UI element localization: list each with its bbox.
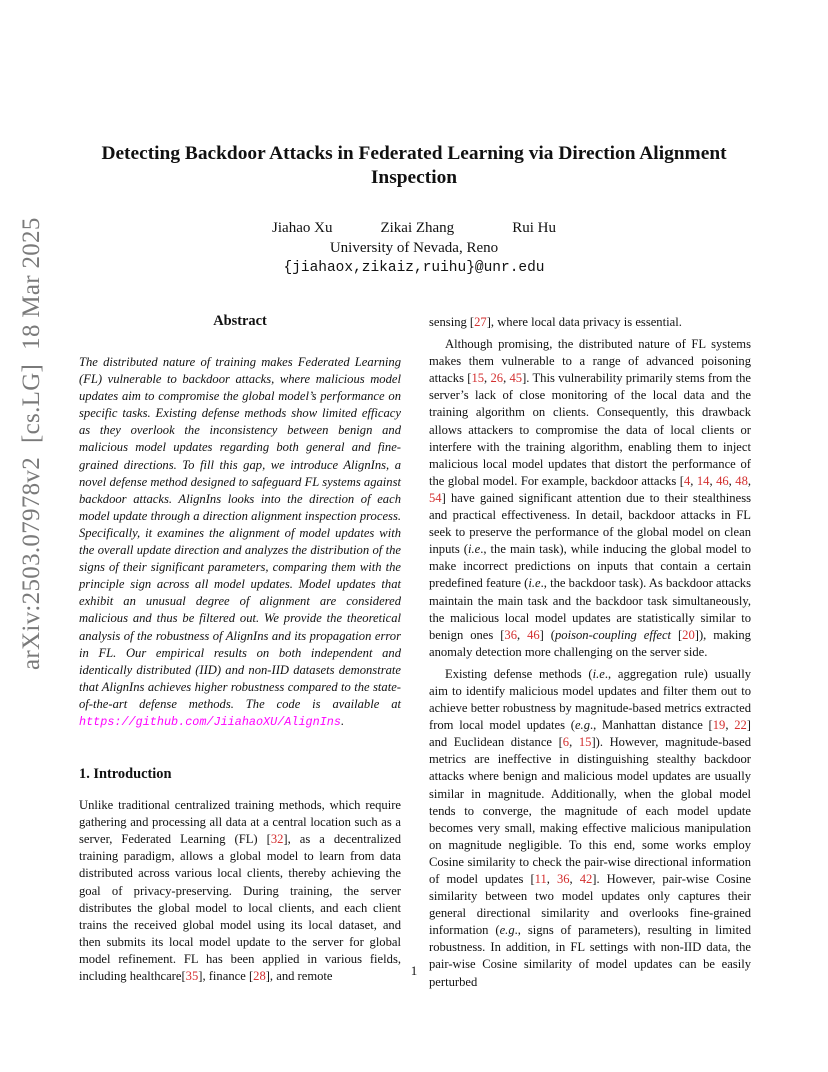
right-column xyxy=(429,314,751,991)
text-run: Unlike traditional centralized training methods, which require gathering and processing all data at a central location such as a server, Federated Learning (FL) [ xyxy=(79,798,401,847)
intro-paragraph-2 xyxy=(429,336,751,661)
text-run: , xyxy=(569,872,580,886)
citation-link[interactable]: 19 xyxy=(712,718,726,733)
text-run: , xyxy=(484,371,491,386)
emphasis-eg: e.g xyxy=(574,718,590,733)
text-run: ], and remote xyxy=(265,969,333,983)
text-run: , xyxy=(747,473,752,488)
code-link[interactable]: https://github.com/JiiahaoXU/AlignIns xyxy=(79,714,341,729)
text-run: ], as a decentralized training paradigm, allows a global model to learn from data distributed across various local clients, thereby achieving the goal of privacy-preserving. During training, the server distributes the global model to local clients, and each client trains the received global model using its local dataset, and then submits its local model update to the server for global model refinement. FL has been applied in various fields, including healthcare[ xyxy=(79,832,401,983)
text-run: [ xyxy=(671,627,683,642)
emphasis-ie: i.e xyxy=(528,576,541,591)
text-run: , xyxy=(690,473,697,488)
author-emails: {jiahaox,zikaiz,ruihu}@unr.edu xyxy=(283,260,545,276)
text-run: , xyxy=(503,371,510,386)
intro-paragraph-1 xyxy=(79,797,401,985)
citation-link[interactable]: 35 xyxy=(185,969,199,983)
citation-link[interactable]: 46 xyxy=(716,473,729,488)
paper-title: Detecting Backdoor Attacks in Federated Learning via Direction Alignment Inspection xyxy=(101,143,727,188)
text-run: ., the main task), while inducing the global model to make incorrect predictions on inputs that contain a certain predefined feature ( xyxy=(429,542,751,591)
citation-link[interactable]: 45 xyxy=(509,371,523,386)
author-1: Jiahao Xu xyxy=(272,220,333,236)
citation-link[interactable]: 26 xyxy=(490,371,504,386)
text-run: ] have gained significant attention due to their stealthiness and practical effectiveness. In detail, backdoor attacks in FL seek to preserve the performance of the global model on clean inputs ( xyxy=(429,490,751,557)
text-run: ], where local data privacy is essential. xyxy=(486,315,682,329)
citation-link[interactable]: 42 xyxy=(579,872,593,886)
emphasis-term: poison-coupling effect xyxy=(554,627,672,642)
citation-link[interactable]: 11 xyxy=(534,872,547,886)
citation-link[interactable]: 36 xyxy=(556,872,570,886)
citation-link[interactable]: 32 xyxy=(270,832,284,847)
arxiv-category: [cs.LG] xyxy=(18,363,45,443)
text-run: ., Manhattan distance [ xyxy=(590,718,713,733)
author-3: Rui Hu xyxy=(512,220,556,236)
text-run: ., signs of parameters), resulting in limited robustness. In addition, in FL settings with non-IID data, the pair-wise Cosine similarity of model updates can be easily perturbed xyxy=(429,923,751,989)
text-run: Existing defense methods ( xyxy=(445,666,593,681)
citation-link[interactable]: 15 xyxy=(578,735,592,750)
arxiv-identifier xyxy=(18,217,46,670)
emphasis-eg: e.g xyxy=(499,923,515,938)
citation-link[interactable]: 22 xyxy=(734,718,747,733)
author-names xyxy=(0,218,828,238)
text-run: ]. This vulnerability primarily stems from the server’s lack of close monitoring of the local data and the training algorithm on clients. Consequently, this drawback allows attackers to compromise the data of local clients or interfere with the training algorithm, enabling them to inject malicious local model updates that distort the performance of the global model. For example, backdoor attacks [ xyxy=(429,371,752,488)
left-column xyxy=(79,312,401,985)
text-run: ] and Euclidean distance [ xyxy=(429,718,751,750)
text-run: ., the backdoor task). As backdoor attacks maintain the main task and the backdoor task simultaneously, the malicious local model updates are statistically similar to benign ones [ xyxy=(429,576,751,642)
abstract-text xyxy=(79,354,401,731)
text-run: Although promising, the distributed nature of FL systems makes them vulnerable to a range of advanced poisoning attacks [ xyxy=(429,337,751,386)
citation-link[interactable]: 27 xyxy=(474,315,487,329)
affiliation: University of Nevada, Reno xyxy=(329,240,499,256)
section-heading-introduction: 1. Introduction xyxy=(79,766,172,783)
arxiv-date: 18 Mar 2025 xyxy=(18,217,45,350)
emphasis-ie: i.e xyxy=(592,666,605,681)
text-run: ] ( xyxy=(539,627,555,642)
text-run: ]. However, pair-wise Cosine similarity between two model updates only captures their general directional similarity and overlooks fine-grained information ( xyxy=(429,872,752,938)
text-run: sensing [ xyxy=(429,315,475,329)
author-2: Zikai Zhang xyxy=(380,220,455,236)
abstract-heading: Abstract xyxy=(213,313,267,329)
citation-link[interactable]: 54 xyxy=(429,490,442,505)
text-run: ., aggregation rule) usually aim to identify malicious model updates and filter them out to achieve better robustness by magnitude-based metrics extracted from local model updates ( xyxy=(429,666,751,733)
citation-link[interactable]: 48 xyxy=(735,473,748,488)
text-run: , xyxy=(517,627,528,642)
author-block xyxy=(0,218,828,278)
citation-link[interactable]: 36 xyxy=(504,627,517,642)
text-run: ]). However, magnitude-based metrics are ineffective in distinguishing stealthy backdoor attacks where benign and malicious model updates are usually similar in magnitude. Additionally, when the global model tends to converge, the magnitude of each model update becomes very small, making effective malicious manipulation on magnitude negligible. To this end, some works employ Cosine similarity to check the pair-wise directional information of model updates [ xyxy=(429,735,752,886)
citation-link[interactable]: 14 xyxy=(696,473,710,488)
citation-link[interactable]: 46 xyxy=(527,627,540,642)
intro-paragraph-3 xyxy=(429,666,751,991)
emphasis-ie: i.e xyxy=(468,542,481,557)
page-number: 1 xyxy=(410,963,418,978)
text-run: , xyxy=(709,473,717,488)
text-run: , xyxy=(569,735,579,750)
text-run: ]), making anomaly detection more challenging on the server side. xyxy=(429,627,751,659)
citation-link[interactable]: 6 xyxy=(562,735,570,750)
citation-link[interactable]: 15 xyxy=(471,371,485,386)
text-run: , xyxy=(546,872,557,886)
citation-link[interactable]: 4 xyxy=(683,473,691,488)
text-run: ], finance [ xyxy=(198,969,254,983)
intro-paragraph-1-continued xyxy=(429,314,751,331)
citation-link[interactable]: 20 xyxy=(682,627,695,642)
citation-link[interactable]: 28 xyxy=(253,969,266,983)
abstract-body: The distributed nature of training makes Federated Learning (FL) vulnerable to backdoor attacks, where malicious model updates aim to compromise the global model’s performance on specific tasks. Existing defense methods show limited efficacy as they overlook the inconsistency between benign and malicious model updates regarding both general and fine-grained directions. To fill this gap, we introduce AlignIns, a novel defense method designed to safeguard FL systems against backdoor attacks. AlignIns looks into the direction of each model update through a direction alignment inspection process. Specifically, it examines the alignment of model updates with the overall update direction and analyzes the distribution of the signs of their significant parameters, comparing them with the principle sign across all model updates. Model updates that exhibit an unusual degree of alignment are considered malicious and thus be filtered out. We provide the theoretical analysis of the robustness of AlignIns and its propagation error in FL. Our empirical results on both independent and identically distributed (IID) and non-IID datasets demonstrate that AlignIns achieves higher robustness compared to the state-of-the-art defense methods. The code is available at xyxy=(79,355,401,711)
arxiv-id: arXiv:2503.07978v2 xyxy=(18,456,45,670)
text-run: , xyxy=(725,718,735,733)
text-run: , xyxy=(728,473,736,488)
abstract-end: . xyxy=(340,713,345,728)
